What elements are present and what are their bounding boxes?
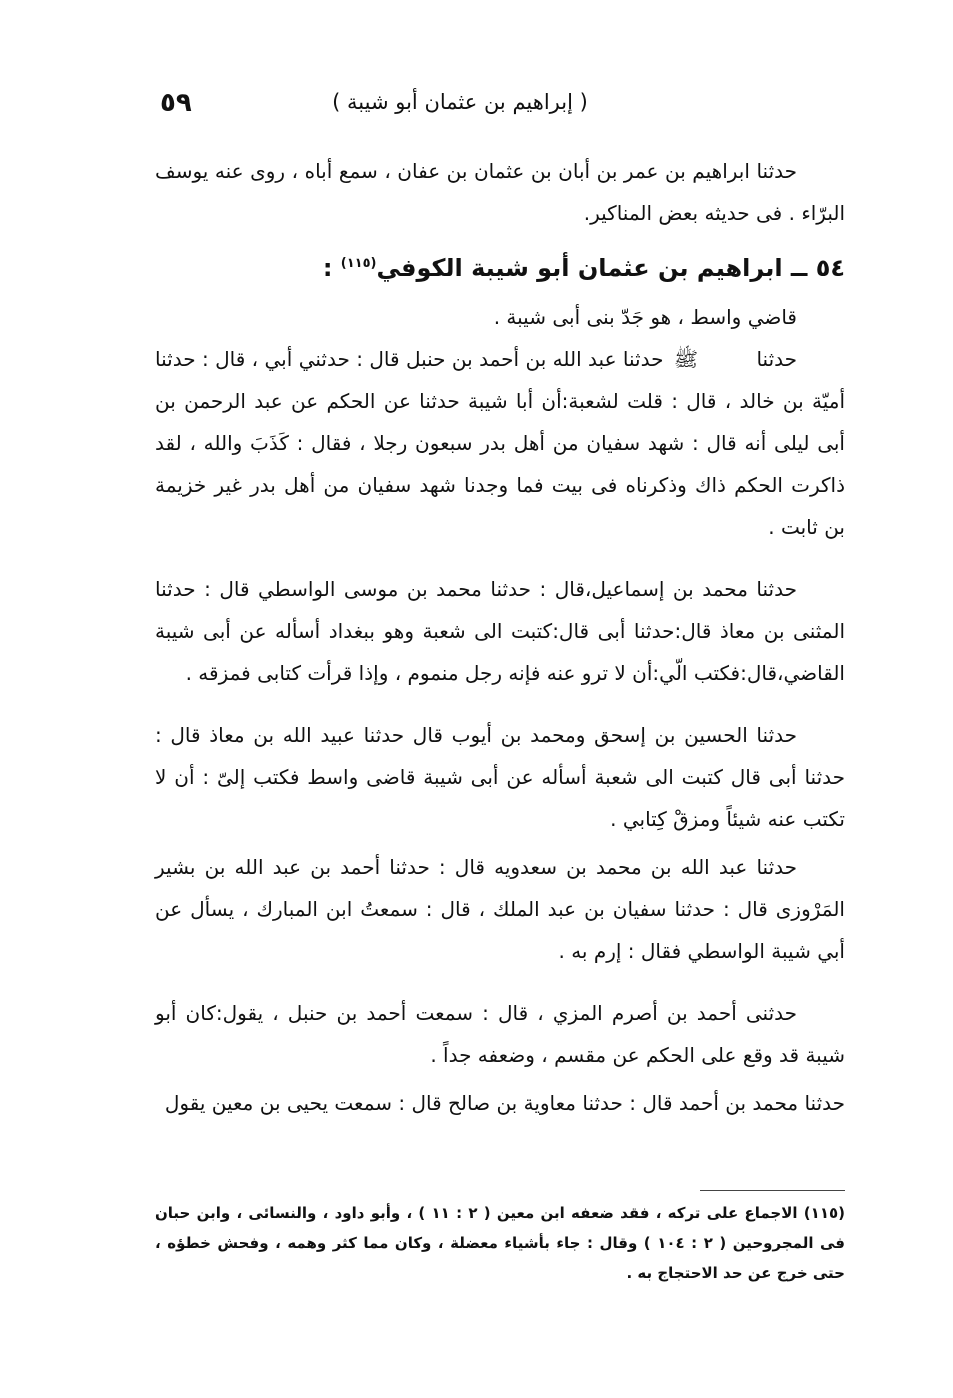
narration-paragraph-1 (155, 338, 845, 548)
footnotes (155, 1198, 845, 1288)
entry-colon: : (322, 254, 341, 282)
intro-paragraph: حدثنا ابراهيم بن عمر بن أبان بن عثمان بن عفان ، سمع أباه ، روى عنه يوسف البرّاء . فى حديثه بعض المناكير. (155, 159, 845, 225)
narration-paragraph-5: حدثنى أحمد بن أصرم المزي ، قال : سمعت أحمد بن حنبل ، يقول:كان أبو شيبة قد وقع على الحكم عن مقسم ، وضعفه جداً . (155, 1001, 845, 1067)
footnote-divider (700, 1190, 845, 1191)
main-text (155, 150, 845, 1124)
footnote-115: (١١٥) الاجماع على تركه ، فقد ضعفه ابن معين ( ٢ : ١١ ) ، وأبو داود ، والنسائى ، وابن حبان فى المجروحين ( ٢ : ١٠٤ ) وقال : جاء بأشياء معضلة ، وكان مما كثر وهمه ، وفحش خطؤه ، حتى خرج عن حد الاحتجاج به . (155, 1204, 845, 1282)
page-number: ٥٩ (160, 88, 192, 118)
entry-description: قاضي واسط ، هو جَدّ بنى أبى شيبة . (493, 305, 797, 329)
narration-paragraph-3: حدثنا الحسين بن إسحق ومحمد بن أيوب قال حدثنا عبيد الله بن معاذ قال : حدثنا أبى قال كتبت الى شعبة أسأله عن أبى شيبة قاضى واسط فكتب إلىّ : أن لا تكتب عنه شيئاً ومزقْ كِتابي . (155, 723, 845, 831)
narration-rest: حدثنا عبد الله بن أحمد بن حنبل قال : حدثني أبي ، قال : حدثنا أميّة بن خالد ، قال : قلت لشعبة:أن أبا شيبة حدثنا عن الحكم عن عبد الرحمن بن أبى ليلى أنه قال : شهد سفيان من أهل بدر سبعون رجلا ، فقال : كَذَبَ والله ، لقد ذاكرت الحكم ذاك وذكرناه فى بيت فما وجدنا شهد سفيان من أهل بدر غير خزيمة بن ثابت . (155, 347, 845, 539)
page-header (150, 88, 850, 128)
honorific-seal-icon: ﷺ (673, 347, 699, 371)
narration-paragraph-2: حدثنا محمد بن إسماعيل،قال : حدثنا محمد بن موسى الواسطي قال : حدثنا المثنى بن معاذ قال:حدثنا أبى قال:كتبت الى شعبة وهو ببغداد أسأله عن أبى شيبة القاضي،قال:فكتب الّي:أن لا ترو عنه فإنه رجل منموم ، وإذا قرأت كتابى فمزقه . (155, 577, 845, 685)
narration-paragraph-4: حدثنا عبد الله بن محمد بن سعدويه قال : حدثنا أحمد بن عبد الله بن بشير المَرْوزى قال : حدثنا سفيان بن عبد الملك ، قال : سمعتُ ابن المبارك ، يسأل عن أبي شيبة الواسطي فقال : إرم به . (155, 855, 845, 963)
narration-start: حدثنا (756, 347, 798, 371)
running-head: ( إبراهيم بن عثمان أبو شيبة ) (332, 90, 588, 114)
entry-heading (155, 242, 845, 290)
footnote-reference: (١١٥) (340, 256, 377, 271)
narration-paragraph-6: حدثنا محمد بن أحمد قال : حدثنا معاوية بن صالح قال : سمعت يحيى بن معين يقول (164, 1091, 845, 1115)
entry-title: ٥٤ ــ ابراهيم بن عثمان أبو شيبة الكوفي (376, 254, 845, 282)
